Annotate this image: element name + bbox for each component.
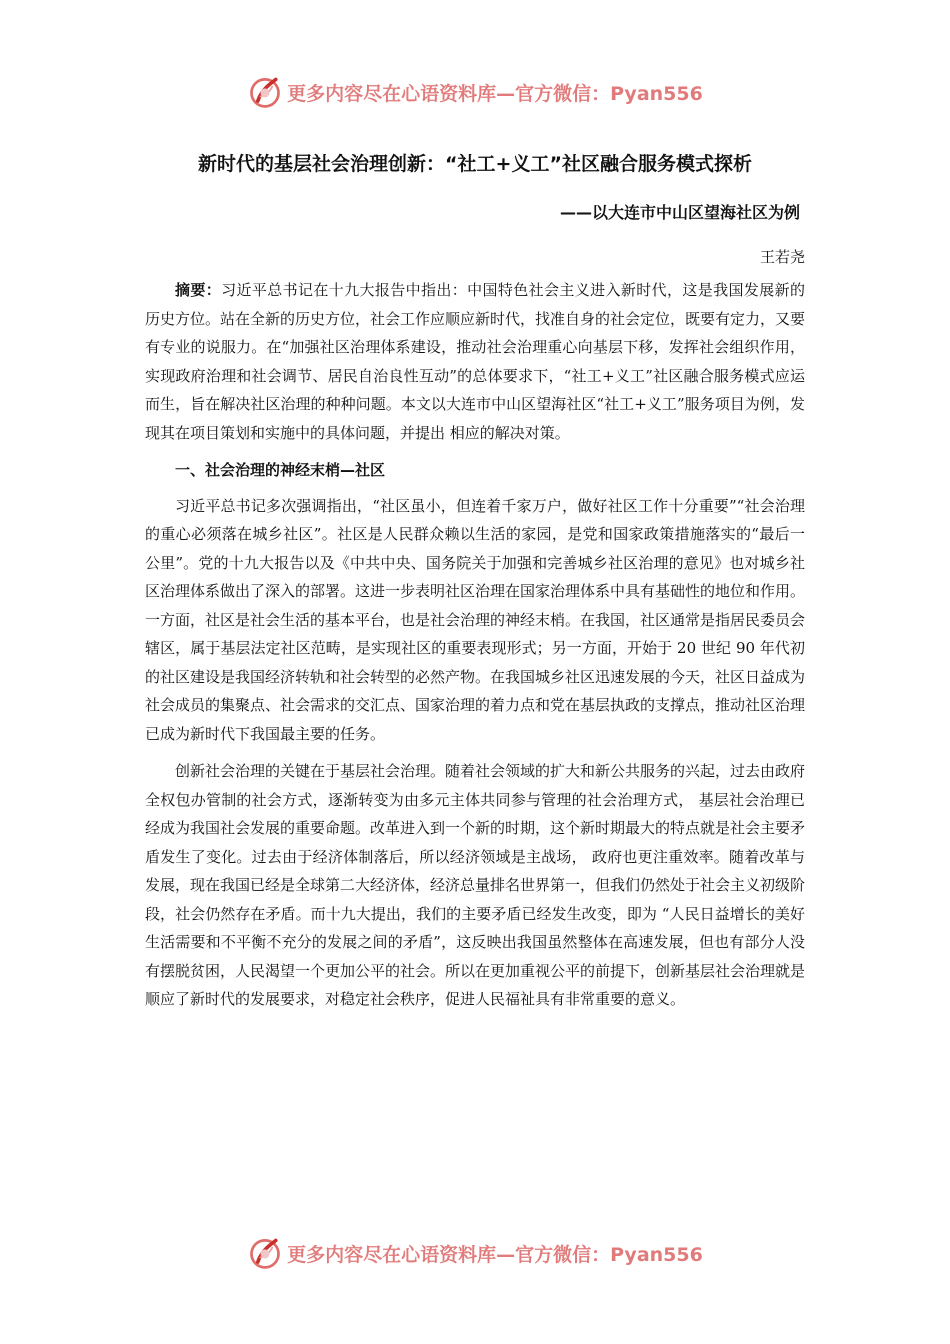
author-name: 王若尧 [759, 248, 805, 266]
article-title: 新时代的基层社会治理创新：“社工+义工”社区融合服务模式探析 [198, 153, 752, 175]
article-body [145, 276, 805, 1014]
brush-logo-icon [247, 1235, 283, 1271]
footer-watermark-banner [0, 1231, 950, 1275]
article-subtitle: ——以大连市中山区望海社区为例 [559, 203, 800, 222]
watermark-text: 更多内容尽在心语资料库—官方微信：Pyan556 [287, 82, 703, 105]
abstract-paragraph [145, 276, 805, 447]
abstract-text: 习近平总书记在十九大报告中指出：中国特色社会主义进入新时代，这是我国发展新的历史方位。站在全新的历史方位，社会工作应顺应新时代，找准自身的社会定位，既要有定力，又要有专业的说服力。在“加强社区治理体系建设，推动社会治理重心向基层下移，发挥社会组织作用，实现政府治理和社会调节、居民自治良性互动”的总体要求下，“社工+义工”社区融合服务模式应运而生，旨在解决社区治理的种种问题。本文以大连市中山区望海社区“社工+义工”服务项目为例，发现其在项目策划和实施中的具体问题，并提出 相应的解决对策。 [145, 281, 806, 442]
body-paragraph: 习近平总书记多次强调指出，“社区虽小，但连着千家万户，做好社区工作十分重要”“社会治理的重心必须落在城乡社区”。社区是人民群众赖以生活的家园，是党和国家政策措施落实的“最后一公里”。党的十九大报告以及《中共中央、国务院关于加强和完善城乡社区治理的意见》也对城乡社区治理体系做出了深入的部署。这进一步表明社区治理在国家治理体系中具有基础性的地位和作用。一方面，社区是社会生活的基本平台，也是社会治理的神经末梢。在我国，社区通常是指居民委员会辖区，属于基层法定社区范畴，是实现社区的重要表现形式；另一方面，开始于 20 世纪 90 年代初的社区建设是我国经济转轨和社会转型的必然产物。在我国城乡社区迅速发展的今天，社区日益成为社会成员的集聚点、社会需求的交汇点、国家治理的着力点和党在基层执政的支撑点，推动社区治理已成为新时代下我国最主要的任务。 [145, 496, 806, 743]
watermark-text: 更多内容尽在心语资料库—官方微信：Pyan556 [287, 1243, 703, 1266]
brush-logo-icon [247, 74, 283, 110]
abstract-label: 摘要： [175, 281, 222, 299]
section-heading: 一、社会治理的神经末梢—社区 [175, 461, 386, 479]
header-watermark-banner [0, 70, 950, 114]
body-paragraph: 创新社会治理的关键在于基层社会治理。随着社会领域的扩大和新公共服务的兴起，过去由政府全权包办管制的社会方式，逐渐转变为由多元主体共同参与管理的社会治理方式， 基层社会治理已经成为我国社会发展的重要命题。改革进入到一个新的时期，这个新时期最大的特点就是社会主要矛盾发生了变化。过去由于经济体制落后，所以经济领域是主战场， 政府也更注重效率。随着改革与发展，现在我国已经是全球第二大经济体，经济总量排名世界第一，但我们仍然处于社会主义初级阶段，社会仍然存在矛盾。而十九大提出，我们的主要矛盾已经发生改变，即为 “人民日益增长的美好生活需要和不平衡不充分的发展之间的矛盾”，这反映出我国虽然整体在高速发展，但也有部分人没有摆脱贫困，人民渴望一个更加公平的社会。所以在更加重视公平的前提下，创新基层社会治理就是顺应了新时代的发展要求，对稳定社会秩序，促进人民福祉具有非常重要的意义。 [145, 762, 806, 1008]
